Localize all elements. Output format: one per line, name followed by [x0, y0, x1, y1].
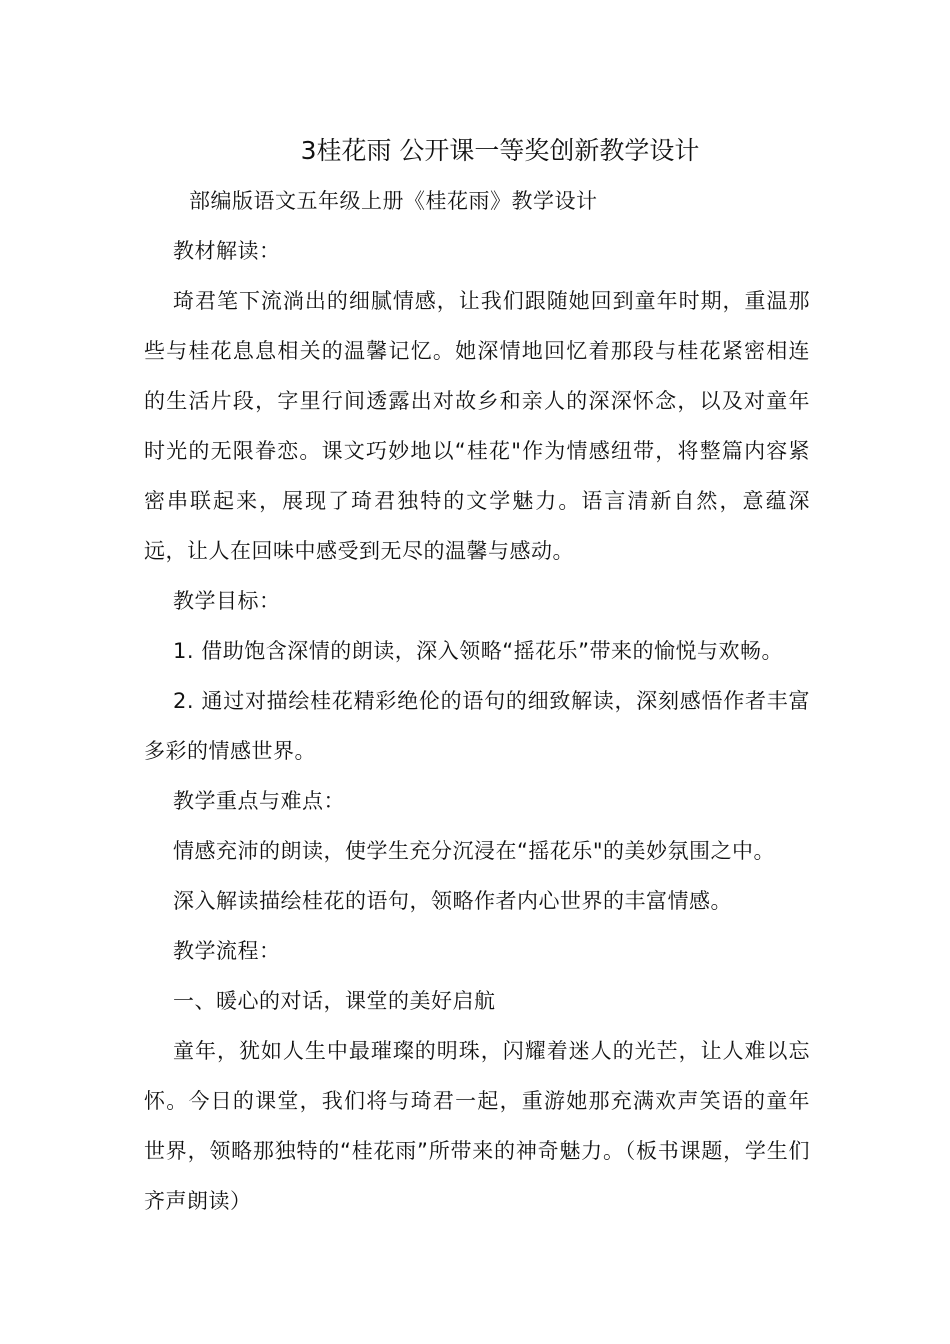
subtitle-paragraph: 部编版语文五年级上册《桂花雨》教学设计	[189, 189, 598, 213]
document-body	[144, 176, 810, 1226]
body-paragraph: 琦君笔下流淌出的细腻情感，让我们跟随她回到童年时期，重温那些与桂花息息相关的温馨记忆。她深情地回忆着那段与桂花紧密相连的生活片段，字里行间透露出对故乡和亲人的深深怀念，以及对童年时光的无限眷恋。课文巧妙地以“桂花"作为情感纽带，将整篇内容紧密串联起来，展现了琦君独特的文学魅力。语言清新自然，意蕴深远，让人在回味中感受到无尽的温馨与感动。	[144, 289, 810, 563]
list-item: 2. 通过对描绘桂花精彩绝伦的语句的细致解读，深刻感悟作者丰富多彩的情感世界。	[144, 689, 810, 763]
document-title: 3桂花雨 公开课一等奖创新教学设计	[300, 136, 700, 165]
body-paragraph: 情感充沛的朗读，使学生充分沉浸在“摇花乐"的美妙氛围之中。	[173, 839, 776, 863]
body-paragraph: 深入解读描绘桂花的语句，领略作者内心世界的丰富情感。	[173, 889, 732, 913]
body-paragraph: 童年，犹如人生中最璀璨的明珠，闪耀着迷人的光芒，让人难以忘怀。今日的课堂，我们将与琦君一起，重游她那充满欢声笑语的童年世界，领略那独特的“桂花雨”所带来的神奇魅力。（板书课题，学生们齐声朗读）	[144, 1039, 810, 1213]
section-heading: 教材解读：	[173, 239, 281, 263]
list-item: 1. 借助饱含深情的朗读，深入领略“摇花乐”带来的愉悦与欢畅。	[173, 639, 783, 663]
subsection-heading: 一、暖心的对话，课堂的美好启航	[173, 989, 496, 1013]
section-heading: 教学目标：	[173, 589, 281, 613]
section-heading: 教学重点与难点：	[173, 789, 345, 813]
section-heading: 教学流程：	[173, 939, 281, 963]
